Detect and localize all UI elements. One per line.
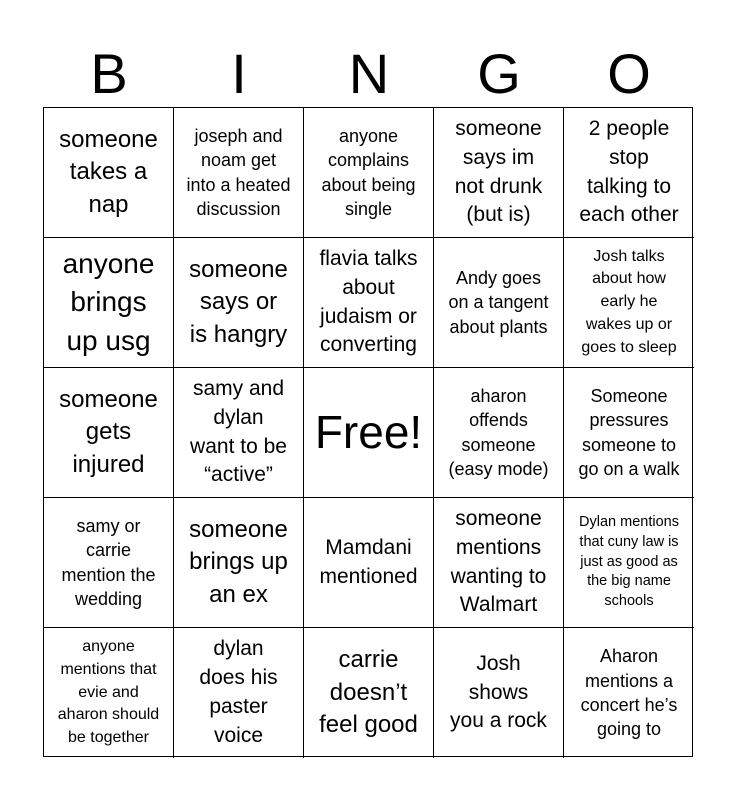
cell-text: someone says im not drunk (but is): [454, 116, 543, 227]
header-letter-o: O: [607, 42, 651, 105]
cell-text: Someone pressures someone to go on a walk: [578, 385, 680, 479]
bingo-cell[interactable]: [304, 108, 434, 238]
cell-text: someone says or is hangry: [189, 255, 288, 348]
bingo-cell[interactable]: [174, 108, 304, 238]
cell-text: flavia talks about judaism or converting: [319, 246, 418, 357]
cell-text: anyone brings up usg: [62, 247, 155, 356]
header-letter-n: N: [348, 42, 390, 105]
bingo-cell[interactable]: [174, 238, 304, 368]
cell-text: someone takes a nap: [59, 125, 158, 218]
bingo-cell[interactable]: [564, 238, 694, 368]
cell-text: aharon offends someone (easy mode): [448, 385, 549, 479]
bingo-cell[interactable]: [44, 368, 174, 498]
bingo-cell[interactable]: [44, 238, 174, 368]
cell-text: someone mentions wanting to Walmart: [450, 506, 547, 617]
cell-text: Dylan mentions that cuny law is just as good as the big name schools: [579, 513, 679, 610]
bingo-cell[interactable]: [434, 238, 564, 368]
cell-text: anyone complains about being single: [321, 125, 416, 219]
cell-text: samy or carrie mention the wedding: [61, 515, 156, 609]
bingo-cell[interactable]: [304, 498, 434, 628]
cell-text: someone gets injured: [59, 385, 158, 478]
bingo-card-grid: [43, 107, 693, 757]
cell-text: samy and dylan want to be “active”: [190, 376, 287, 487]
cell-text: Mamdani mentioned: [319, 535, 418, 588]
cell-text: 2 people stop talking to each other: [579, 116, 679, 227]
bingo-cell[interactable]: [44, 498, 174, 628]
header-letter-b: B: [90, 42, 128, 105]
header-letter-i: I: [231, 42, 247, 105]
bingo-cell[interactable]: [304, 628, 434, 758]
bingo-cell[interactable]: [44, 108, 174, 238]
cell-text: dylan does his paster voice: [199, 637, 278, 747]
bingo-cell[interactable]: [174, 498, 304, 628]
header-letter-g: G: [477, 42, 521, 105]
bingo-cell[interactable]: [434, 108, 564, 238]
bingo-cell[interactable]: [434, 498, 564, 628]
bingo-cell[interactable]: [564, 498, 694, 628]
cell-text: Andy goes on a tangent about plants: [448, 267, 549, 337]
bingo-cell[interactable]: [44, 628, 174, 758]
bingo-header: [44, 40, 694, 108]
cell-text: Josh shows you a rock: [450, 651, 547, 733]
cell-text: anyone mentions that evie and aharon should be together: [57, 638, 160, 747]
cell-text: Josh talks about how early he wakes up or goes to sleep: [581, 247, 677, 356]
cell-text: joseph and noam get into a heated discussion: [186, 125, 291, 219]
cell-text: carrie doesn’t feel good: [319, 646, 418, 739]
bingo-cell[interactable]: [564, 108, 694, 238]
free-space-cell[interactable]: [304, 368, 434, 498]
cell-text: Aharon mentions a concert he’s going to: [580, 646, 678, 740]
bingo-cell[interactable]: [434, 368, 564, 498]
bingo-cell[interactable]: [564, 368, 694, 498]
free-space-text: Free!: [314, 406, 423, 459]
cell-text: someone brings up an ex: [189, 515, 288, 608]
bingo-cell[interactable]: [174, 368, 304, 498]
bingo-cell[interactable]: [304, 238, 434, 368]
bingo-cell[interactable]: [434, 628, 564, 758]
bingo-cell[interactable]: [564, 628, 694, 758]
bingo-cell[interactable]: [174, 628, 304, 758]
